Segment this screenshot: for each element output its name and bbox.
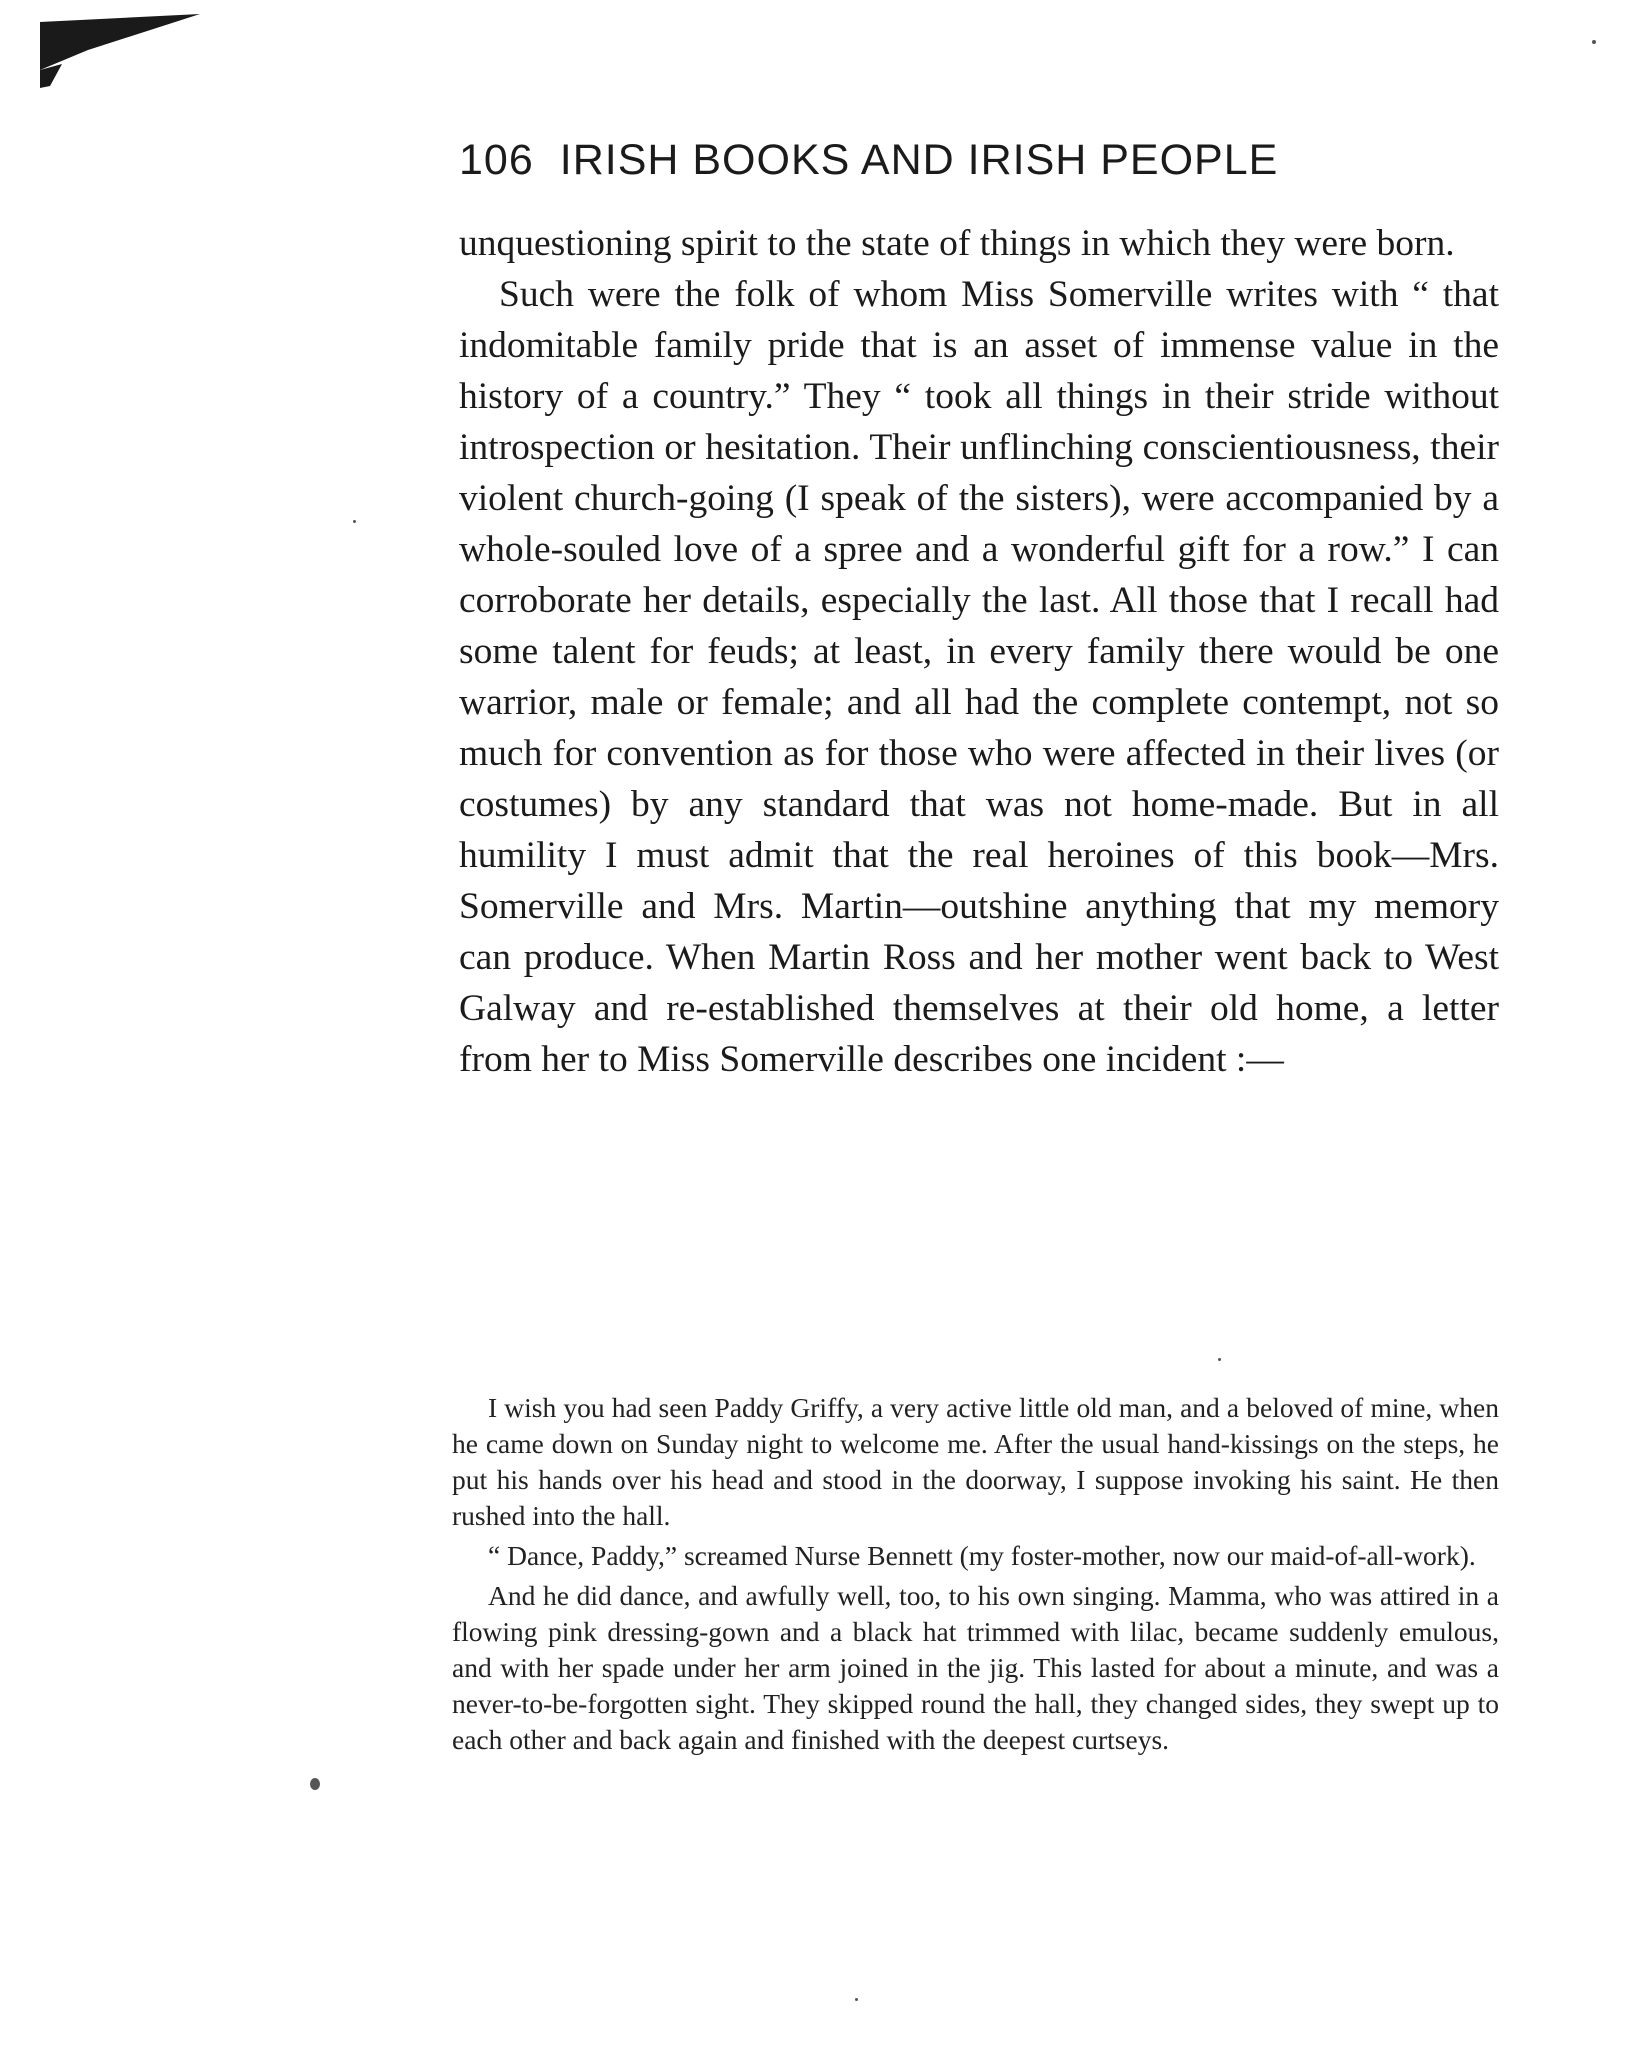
quotation-paragraph: “ Dance, Paddy,” screamed Nurse Bennett (my foster-mother, now our maid-of-all-work). (488, 1540, 1476, 1571)
scan-speck (1592, 40, 1596, 44)
body-paragraph: Such were the folk of whom Miss Somerville writes with “ that indomitable family pride that is an asset of immense value in the history of a country.” They “ took all things in their stride without introspection or hesitation. Their unflinching conscientiousness, their violent church-going (I speak of the sisters), were accompanied by a whole-souled love of a spree and a wonderful gift for a row.” I can corroborate her details, especially the last. All those that I recall had some talent for feuds; at least, in every family there would be one warrior, male or female; and all had the complete contempt, not so much for convention as for those who were affected in their lives (or costumes) by any standard that was not home-made. But in all humility I must admit that the real heroines of this book—Mrs. Somerville and Mrs. Martin—outshine anything that my memory can produce. When Martin Ross and her mother went back to West Galway and re-established themselves at their old home, a letter from her to Miss Somerville describes one incident :— (459, 274, 1499, 1080)
scan-speck (1218, 1358, 1221, 1361)
quotation-paragraph: I wish you had seen Paddy Griffy, a very active little old man, and a beloved of mine, when he came down on Sunday night to welcome me. After the usual hand-kissings on the steps, he put his hands over his head and stood in the doorway, I suppose invoking his saint. He then rushed into the hall. (452, 1392, 1499, 1531)
scan-speck (310, 1778, 320, 1790)
scan-speck (353, 520, 356, 523)
block-quotation (452, 1390, 1499, 1758)
main-text (459, 218, 1499, 1085)
page-header (459, 130, 1499, 190)
scan-edge-mark (40, 14, 210, 88)
body-paragraph: unquestioning spirit to the state of things in which they were born. (459, 223, 1455, 264)
page-number: 106 (459, 136, 534, 184)
scan-speck (855, 1998, 858, 2001)
quotation-paragraph: And he did dance, and awfully well, too, to his own singing. Mamma, who was attired in a flowing pink dressing-gown and a black hat trimmed with lilac, became suddenly emulous, and with her spade under her arm joined in the jig. This lasted for about a minute, and was a never-to-be-forgotten sight. They skipped round the hall, they changed sides, they swept up to each other and back again and finished with the deepest curtseys. (452, 1580, 1499, 1755)
running-title: IRISH BOOKS AND IRISH PEOPLE (559, 136, 1279, 184)
